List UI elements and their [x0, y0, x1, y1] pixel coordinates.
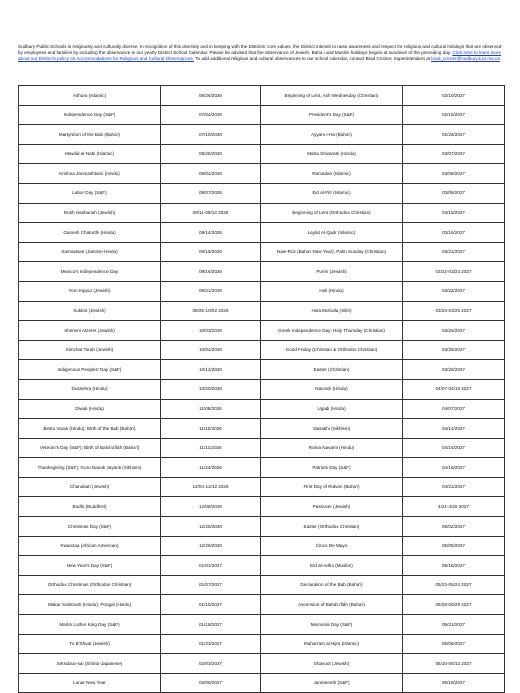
holiday-date-left: 01/15/2027	[161, 595, 261, 615]
holiday-date-left: 10/20/2026	[161, 379, 261, 399]
holiday-name-left: Sukkot (Jewish)	[19, 301, 161, 321]
holiday-name-right: Ramadan (Islamic)	[261, 164, 403, 184]
holiday-date-right: 03/22/2027	[403, 281, 505, 301]
holiday-date-left: 12/04-12/12 2026	[161, 477, 261, 497]
holiday-date-left: 11/08/2026	[161, 399, 261, 419]
email-link[interactable]: brad_crozier@sudbury.k12.ma.us	[431, 56, 500, 62]
table-row	[19, 360, 505, 380]
holiday-name-right: First Day of Ridvan (Baha'i)	[261, 477, 403, 497]
holiday-name-left: Shemini Atzeret (Jewish)	[19, 321, 161, 341]
holiday-name-left: Mexico's Independence Day	[19, 262, 161, 282]
holiday-date-left: 08/25/2026	[161, 144, 261, 164]
holiday-date-right: 06/19/2027	[403, 673, 505, 693]
table-row	[19, 458, 505, 478]
holiday-name-left: Christmas Day (S&F)	[19, 517, 161, 537]
holiday-name-right: Ayyam-i-Ha (Baha'i)	[261, 125, 403, 145]
holiday-name-left: Mawlid al-Nabi (Islamic)	[19, 144, 161, 164]
holiday-name-left: Krishna Janmashtami (Hindu)	[19, 164, 161, 184]
holiday-date-left: 09/14/2026	[161, 223, 261, 243]
holiday-date-right: 03/25/2027	[403, 321, 505, 341]
holiday-date-right: 04/07-04/15 2027	[403, 379, 505, 399]
table-row	[19, 301, 505, 321]
holiday-date-left: 01/07/2027	[161, 575, 261, 595]
holiday-name-left: Orthodox Christmas (Orthodox Christian)	[19, 575, 161, 595]
holiday-name-right: Rama Navami (Hindu)	[261, 438, 403, 458]
holiday-date-left: 12/08/2026	[161, 497, 261, 517]
holiday-name-right: Declaration of the Bab (Baha'i)	[261, 575, 403, 595]
holiday-date-left: 02/03/2027	[161, 654, 261, 674]
holiday-name-right: Muharram al Hijra (Islamic)	[261, 634, 403, 654]
holiday-date-right: 05/28-05/29 2027	[403, 595, 505, 615]
holiday-date-left: 01/23/2027	[161, 634, 261, 654]
holiday-name-right: Easter (Orthodox Christian)	[261, 517, 403, 537]
holiday-name-right: Shavuot (Jewish)	[261, 654, 403, 674]
table-row	[19, 340, 505, 360]
holiday-name-left: Simchat Torah (Jewish)	[19, 340, 161, 360]
holiday-date-left: 09/07/2026	[161, 183, 261, 203]
holiday-name-right: Ascension of Bahá'u'lláh (Baha'i)	[261, 595, 403, 615]
holiday-name-left: Setsubun-sai (Shinto-Japanese)	[19, 654, 161, 674]
holiday-name-right: Beginning of Lent (Orthodox Christian)	[261, 203, 403, 223]
holiday-name-left: Bestu Varas (Hindu); Birth of the Bab (Baha'i)	[19, 419, 161, 439]
table-row	[19, 281, 505, 301]
holiday-date-right: 04/19/2027	[403, 458, 505, 478]
table-row	[19, 615, 505, 635]
table-row	[19, 183, 505, 203]
holiday-name-right: Purim (Jewish)	[261, 262, 403, 282]
holiday-name-left: Yom Kippur (Jewish)	[19, 281, 161, 301]
table-row	[19, 105, 505, 125]
holiday-name-left: Independence Day (S&F)	[19, 105, 161, 125]
holiday-name-left: Lunar New Year	[19, 673, 161, 693]
holiday-name-right: Juneteenth (S&F)	[261, 673, 403, 693]
holiday-name-right: Passover (Jewish)	[261, 497, 403, 517]
table-row	[19, 517, 505, 537]
holiday-name-left: Bodhi (Buddhist)	[19, 497, 161, 517]
holiday-date-left: 01/01/2027	[161, 556, 261, 576]
table-row	[19, 144, 505, 164]
holiday-name-left: Ashura (Islamic)	[19, 86, 161, 106]
holiday-name-left: Tu B'Shvat (Jewish)	[19, 634, 161, 654]
holiday-date-right: 03/09/2027	[403, 183, 505, 203]
holiday-date-left: 07/04/2026	[161, 105, 261, 125]
holiday-name-right: Eid al-Fitr (Islamic)	[261, 183, 403, 203]
table-row	[19, 477, 505, 497]
holiday-date-left: 09/21/2026	[161, 281, 261, 301]
holiday-date-right: 05/16/2027	[403, 556, 505, 576]
table-row	[19, 125, 505, 145]
table-row	[19, 223, 505, 243]
table-row	[19, 438, 505, 458]
table-row	[19, 556, 505, 576]
holiday-name-right: Navratri (Hindu)	[261, 379, 403, 399]
policy-link[interactable]: Click here to learn more about our District's policy on Accommodations for Religious and Cultural Observances.	[18, 50, 502, 62]
intro-end: .	[499, 56, 502, 62]
holiday-name-right: President's Day (S&F)	[261, 105, 403, 125]
holiday-date-right: 04/14/2027	[403, 419, 505, 439]
holiday-name-left: Kwanzaa (African American)	[19, 536, 161, 556]
holiday-name-right: Naw-Rúz (Baha'i New Year); Palm Sunday (Christian)	[261, 242, 403, 262]
holiday-name-right: Cinco De Mayo	[261, 536, 403, 556]
holiday-date-left: 09/11-09/13 2026	[161, 203, 261, 223]
holiday-name-right: Holi (Hindu)	[261, 281, 403, 301]
holiday-table-body	[19, 86, 505, 693]
table-row	[19, 497, 505, 517]
table-row	[19, 379, 505, 399]
holiday-date-left: 09/25-10/02 2026	[161, 301, 261, 321]
holiday-date-right: 03/07/2027	[403, 144, 505, 164]
holiday-date-left: 06/26/2026	[161, 86, 261, 106]
intro-text: Sudbury Public Schools is religiously and culturally diverse. In recognition of this diversity and in keeping with the Districts' core values, the District intends to raise awareness and respect for religious and cultural holidays that are observed by employees and families by including the observance in our yearly District School Calendar. Please be advised that the observance of Jewish, Baha i and Muslim holidays begins at sundown of the preceding day.	[18, 44, 502, 56]
holiday-name-left: Diwali (Hindu)	[19, 399, 161, 419]
table-row	[19, 164, 505, 184]
holiday-date-right: 02/26/2027	[403, 125, 505, 145]
holiday-date-left: 11/11/2026	[161, 438, 261, 458]
holiday-name-right: Eid al-Adha (Muslim)	[261, 556, 403, 576]
holiday-name-left: Dussehra (Hindu)	[19, 379, 161, 399]
table-row	[19, 86, 505, 106]
holiday-name-right: Vaisakhi (Sikhism)	[261, 419, 403, 439]
holiday-name-left: Indigenous Peoples' Day (S&F)	[19, 360, 161, 380]
holiday-name-right: Ugadi (Hindu)	[261, 399, 403, 419]
table-row	[19, 595, 505, 615]
holiday-name-left: Martyrdom of the Bab (Baha'i)	[19, 125, 161, 145]
holiday-date-right: 03/15/2027	[403, 203, 505, 223]
holiday-name-left: Labor Day (S&F)	[19, 183, 161, 203]
holiday-date-left: 11/10/2026	[161, 419, 261, 439]
holiday-name-left: Chanukah (Jewish)	[19, 477, 161, 497]
holiday-date-right: 03/22-03/23 2027	[403, 262, 505, 282]
holiday-name-right: Greek Independence Day; Holy Thursday (Christian)	[261, 321, 403, 341]
table-row	[19, 262, 505, 282]
holiday-date-left: 12/26/2026	[161, 536, 261, 556]
table-row	[19, 203, 505, 223]
holiday-name-left: Rosh Hashanah (Jewish)	[19, 203, 161, 223]
holiday-name-right: Memorial Day (S&F)	[261, 615, 403, 635]
table-row	[19, 321, 505, 341]
table-row	[19, 242, 505, 262]
holiday-name-right: Laylat Al-Qadr (Islamic)	[261, 223, 403, 243]
holiday-date-left: 02/06/2027	[161, 673, 261, 693]
table-row	[19, 536, 505, 556]
table-row	[19, 634, 505, 654]
holiday-date-right: 04/07/2027	[403, 399, 505, 419]
holiday-name-right: Beginning of Lent, Ash Wednesday (Christian)	[261, 86, 403, 106]
holiday-name-right: Good Friday (Christian & Orthodox Christian)	[261, 340, 403, 360]
holiday-date-left: 09/15/2026	[161, 242, 261, 262]
holiday-date-right: 05/05/2027	[403, 536, 505, 556]
table-row	[19, 399, 505, 419]
holiday-table	[18, 85, 505, 693]
holiday-name-right: Patriots Day (S&F)	[261, 458, 403, 478]
holiday-date-right: 03/16/2027	[403, 223, 505, 243]
holiday-date-right: 06/06/2027	[403, 634, 505, 654]
holiday-date-right: 03/08/2027	[403, 164, 505, 184]
holiday-date-left: 10/04/2026	[161, 340, 261, 360]
holiday-date-left: 10/12/2026	[161, 360, 261, 380]
holiday-date-right: 04/15/2027	[403, 438, 505, 458]
holiday-date-left: 07/10/2026	[161, 125, 261, 145]
holiday-date-left: 12/25/2026	[161, 517, 261, 537]
holiday-date-right: 4/21-4/29 2027	[403, 497, 505, 517]
intro-text-2: To add additional religious and cultural observances to our school calendar, contact Brad Crozier, Superintendent at	[194, 56, 432, 62]
holiday-date-right: 05/02/2027	[403, 517, 505, 537]
holiday-date-left: 10/03/2026	[161, 321, 261, 341]
holiday-date-left: 09/16/2026	[161, 262, 261, 282]
holiday-date-left: 11/24/2026	[161, 458, 261, 478]
holiday-name-left: Samvatsari (Jainism-Hindu)	[19, 242, 161, 262]
holiday-date-right: 06/10-06/12 2027	[403, 654, 505, 674]
table-row	[19, 575, 505, 595]
table-row	[19, 419, 505, 439]
holiday-name-left: Veteran's Day (S&F); Birth of Bahá'u'lláh (Baha'i)	[19, 438, 161, 458]
holiday-date-right: 04/21/2027	[403, 477, 505, 497]
table-row	[19, 673, 505, 693]
holiday-name-right: Easter (Christian)	[261, 360, 403, 380]
holiday-date-right: 05/23-05/24 2027	[403, 575, 505, 595]
holiday-date-right: 03/26/2027	[403, 340, 505, 360]
holiday-name-left: Thanksgiving (S&F); Guru Nanak Jayanti (Sikhism)	[19, 458, 161, 478]
holiday-date-right: 03/28/2027	[403, 360, 505, 380]
holiday-name-left: Martin Luther King Day (S&F)	[19, 615, 161, 635]
holiday-name-right: Maha Shivaratri (Hindu)	[261, 144, 403, 164]
holiday-name-left: Ganesh Chaturthi (Hindu)	[19, 223, 161, 243]
holiday-name-right: Hola Mohalla (Sikh)	[261, 301, 403, 321]
intro-paragraph	[18, 44, 504, 63]
holiday-date-right: 03/21/2027	[403, 242, 505, 262]
holiday-date-left: 01/18/2027	[161, 615, 261, 635]
holiday-date-right: 05/31/2027	[403, 615, 505, 635]
holiday-date-right: 03/23-03/25 2027	[403, 301, 505, 321]
holiday-date-left: 09/04/2026	[161, 164, 261, 184]
holiday-date-right: 02/15/2027	[403, 105, 505, 125]
holiday-name-left: Makar Sankranti (Hindu); Pongal (Hindu)	[19, 595, 161, 615]
table-row	[19, 654, 505, 674]
holiday-name-left: New Year's Day (S&F)	[19, 556, 161, 576]
holiday-date-right: 02/10/2027	[403, 86, 505, 106]
